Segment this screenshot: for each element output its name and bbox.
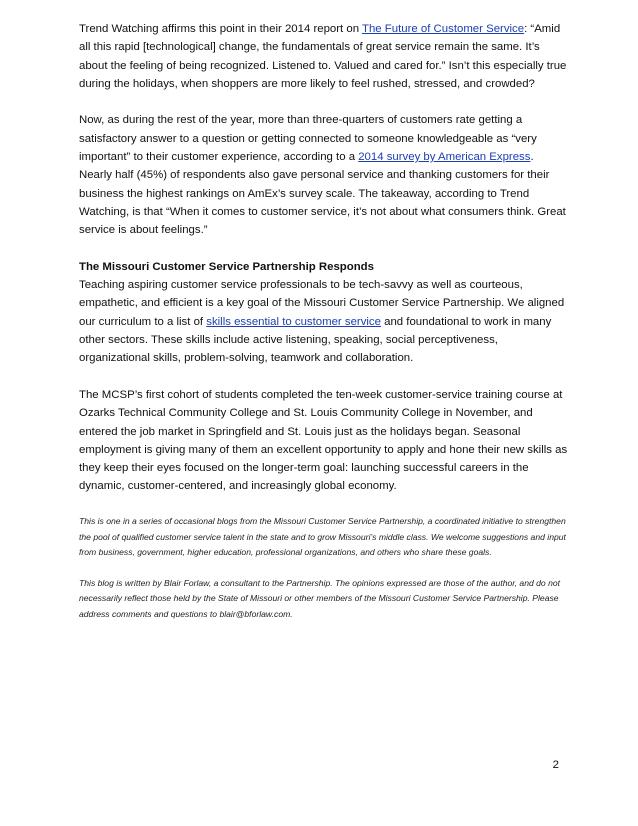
paragraph-text: Trend Watching affirms this point in their 2014 report on: [79, 23, 363, 35]
paragraph-amex-survey: [79, 111, 569, 239]
page-content: [79, 20, 569, 638]
paragraph-partnership-goal: [79, 276, 569, 367]
paragraph-text: . Nearly half (45%) of respondents also gave personal service and thanking customers for their business the highest rankings on AmEx’s survey scale. The takeaway, according to Trend Watching, is that “When it comes to customer service, it’s not about what consumers think. Great service is about feelings.”: [79, 151, 566, 237]
section-heading: The Missouri Customer Service Partnership Responds: [79, 260, 374, 273]
link-future-of-customer-service[interactable]: The Future of Customer Service: [362, 23, 525, 35]
link-skills-essential[interactable]: skills essential to customer service: [206, 315, 381, 328]
paragraph-text: Now, as during the rest of the year, more than three-quarters of customers rate getting a satisfactory answer to a question or getting connected to someone knowledgeable as “very important” to their customer experience, according to a: [79, 114, 537, 164]
paragraph-text: : “Amid all this rapid [technological] change, the fundamentals of great service remain the same. It’s about the feeling of being recognized. Listened to. Valued and cared for.” Isn’t this especially true during the holidays, when shoppers are more likely to feel rushed, stressed, and crowded?: [79, 23, 567, 90]
paragraph-trend-watching: [79, 20, 569, 93]
author-note: This blog is written by Blair Forlaw, a consultant to the Partnership. The opinions expressed are those of the author, and do not necessarily reflect those held by the State of Missouri or other members of the Missouri Customer Service Partnership. Please address comments and questions to blair@bforlaw.com.: [79, 577, 561, 619]
series-note: This is one in a series of occasional blogs from the Missouri Customer Service Partnership, a coordinated initiative to strengthen the pool of qualified customer service talent in the state and to grow Missouri’s middle class. We welcome suggestions and input from business, government, higher education, professional organizations, and others who share these goals.: [79, 516, 566, 558]
paragraph-first-cohort: The MCSP’s first cohort of students completed the ten-week customer-service training course at Ozarks Technical Community College and St. Louis Community College in November, and entered the job market in Springfield and St. Louis just as the holidays began. Seasonal employment is giving many of them an excellent opportunity to apply and hone their new skills as they keep their eyes focused on the longer-term goal: launching successful careers in the dynamic, customer-centered, and increasingly global economy.: [79, 388, 568, 493]
page-number: 2: [552, 759, 559, 771]
paragraph-text: and foundational to work in many other sectors. These skills include active listening, speaking, social perceptiveness, organizational skills, problem-solving, teamwork and collaboration.: [79, 315, 552, 365]
paragraph-text: Teaching aspiring customer service professionals to be tech-savvy as well as courteous, empathetic, and efficient is a key goal of the Missouri Customer Service Partnership. We aligned our curriculum to a list of: [79, 279, 565, 328]
link-amex-survey[interactable]: 2014 survey by American Express: [358, 151, 531, 164]
